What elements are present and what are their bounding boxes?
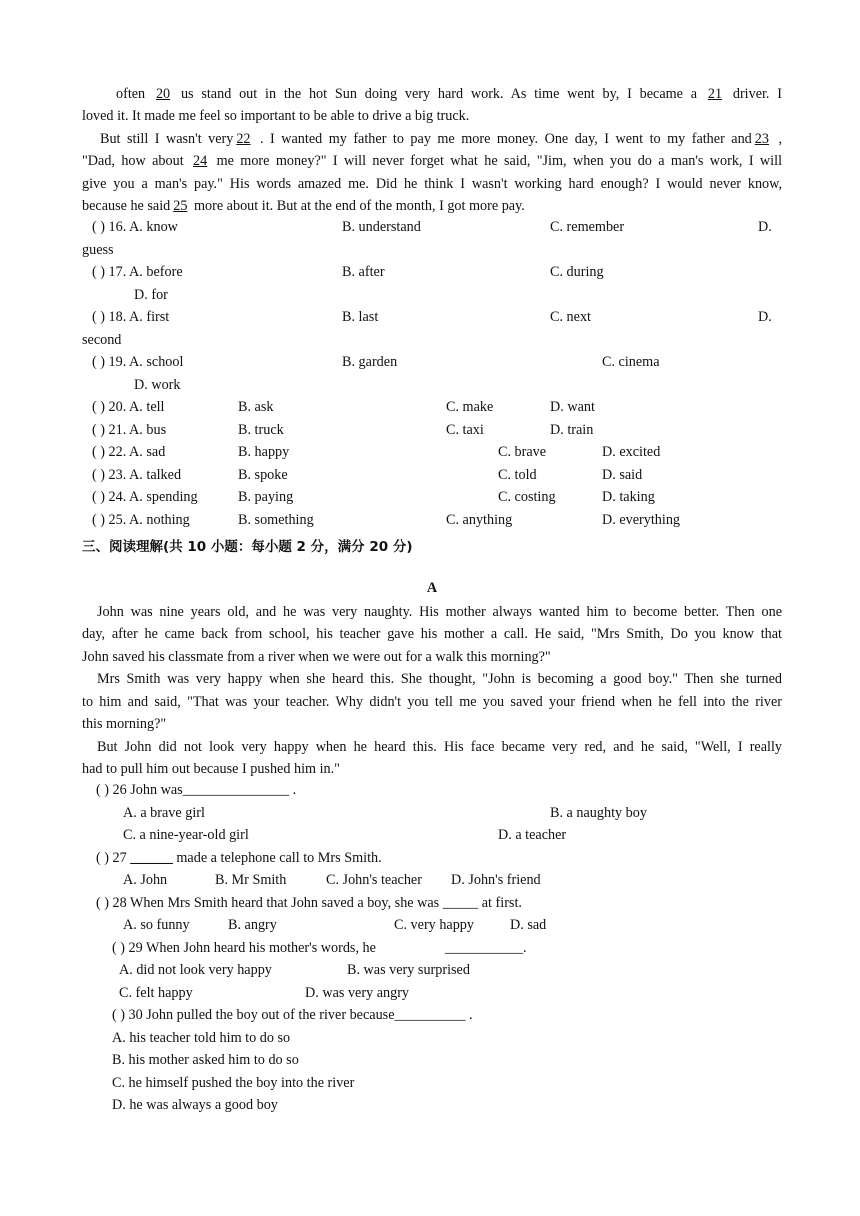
passage-line: because he said 25 more about it. But at the end of the month, I got more pay. (82, 198, 525, 214)
passage-line: "Dad, how about 24 me more money?" I will never forget what he said, "Jim, when you do a man's work, I will (82, 153, 783, 169)
passage-line: But still I wasn't very 22 . I wanted my father to pay me more money. One day, I went to my father and 23 , (100, 131, 783, 147)
passage-line: give you a man's pay." His words amazed me. Did he think I wasn't working hard enough? I would never know, (82, 176, 782, 192)
passage-line: to him and said, "That was your teacher. Why didn't you tell me you saved your friend when he fell into the river (82, 694, 782, 710)
passage-label: A (426, 580, 438, 596)
blank-22: 22 (236, 131, 251, 147)
blank-24: 24 (193, 153, 208, 169)
passage-line: day, after he came back from school, his teacher gave his mother a call. He said, "Mrs Smith, Do you know that (82, 626, 782, 642)
passage-line: often 20 us stand out in the hot Sun doing very hard work. As time went by, I became a 21 driver. I (116, 86, 783, 102)
blank-20: 20 (155, 86, 171, 102)
passage-line: this morning?" (82, 716, 167, 732)
section-heading: 三、阅读理解(共 10 小题：每小题 2 分，满分 20 分) (82, 539, 413, 555)
blank-21: 21 (707, 86, 723, 102)
passage-line: Mrs Smith was very happy when she heard this. She thought, "John is becoming a good boy." Then she turned (97, 671, 782, 687)
passage-line: John saved his classmate from a river when we were out for a walk this morning?" (82, 649, 551, 665)
passage-line: John was nine years old, and he was very naughty. His mother always wanted him to become better. Then one (97, 604, 782, 620)
passage-line: But John did not look very happy when he heard this. His face became very red, and he said, "Well, I really (97, 739, 782, 755)
passage-line: loved it. It made me feel so important to be able to drive a big truck. (82, 108, 470, 124)
blank-25: 25 (173, 198, 188, 214)
blank-23: 23 (754, 131, 769, 147)
passage-line: had to pull him out because I pushed him in." (82, 761, 340, 777)
